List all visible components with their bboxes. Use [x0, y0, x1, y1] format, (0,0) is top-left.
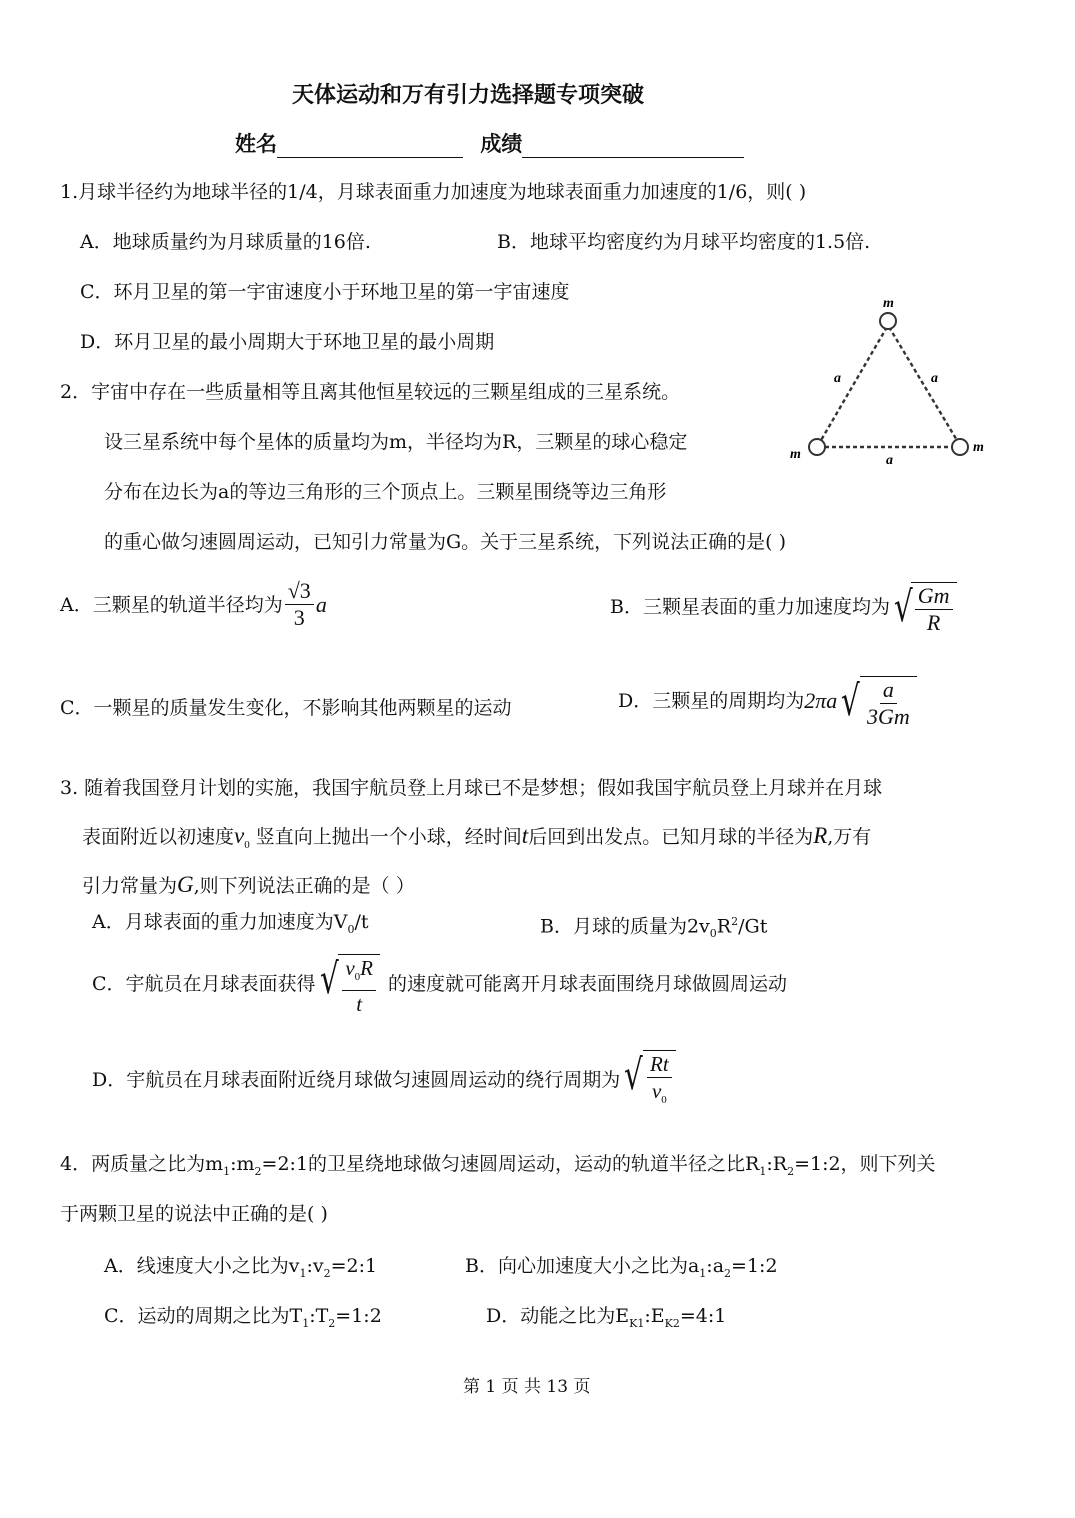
q3-option-c-fraction: [338, 954, 380, 1017]
q2-option-a: [60, 578, 327, 631]
name-blank[interactable]: [277, 137, 463, 158]
q2-option-d-sqrt: [837, 672, 919, 730]
q4-option-b: [465, 1254, 778, 1286]
q3-line3: [82, 873, 415, 898]
q3-option-c: [92, 950, 787, 1017]
star-top: [880, 313, 896, 329]
fraction-numerator: a: [880, 677, 897, 704]
q2-option-a-var: a: [315, 591, 327, 617]
q4-option-a-mid: :v: [306, 1255, 324, 1277]
sqrt-symbol: √: [893, 582, 913, 631]
q2-option-b-text: B．三颗星表面的重力加速度均为: [610, 596, 890, 618]
label-a-right: a: [931, 371, 938, 386]
fraction-numerator: Rt: [647, 1051, 672, 1078]
sqrt-symbol: √: [319, 954, 339, 1003]
q2-option-b-fraction: [911, 582, 957, 636]
q3-option-d-fraction: [643, 1050, 676, 1113]
triangle-edge-left: [820, 327, 887, 442]
q4-line1: [60, 1152, 936, 1184]
q3-option-b-tail: /Gt: [738, 915, 768, 938]
q4-line1-e: =1:2，则下列关: [794, 1153, 936, 1175]
q2-option-a-fraction: [285, 578, 314, 631]
sqrt-symbol: √: [624, 1050, 644, 1099]
q3-option-d: [92, 1046, 678, 1113]
q4-option-b-tail: =1:2: [731, 1255, 778, 1277]
student-info-line: [235, 128, 744, 158]
sub: 2: [323, 1266, 331, 1280]
sub: K1: [629, 1316, 645, 1330]
q3-option-b-mid: R: [716, 915, 732, 938]
q3-line3-a: 引力常量为: [82, 875, 178, 897]
q3-R: R: [813, 823, 828, 848]
sub: 1: [699, 1266, 707, 1280]
q2-option-b-sqrt: [890, 578, 959, 636]
label-m-top: m: [883, 296, 894, 311]
q3-option-c-text: C．宇航员在月球表面获得: [92, 972, 316, 995]
q2-line4: 的重心做匀速圆周运动，已知引力常量为G。关于三星系统，下列说法正确的是( ): [104, 531, 787, 553]
q4-line1-a: 4．两质量之比为m: [60, 1153, 224, 1175]
q4-option-d: [486, 1304, 726, 1336]
q1-stem: 1.月球半径约为地球半径的1/4，月球表面重力加速度为地球表面重力加速度的1/6，则( ): [60, 181, 807, 203]
q4-option-b-mid: :a: [706, 1255, 725, 1277]
q4-option-c-text: C．运动的周期之比为T: [104, 1305, 303, 1327]
q2-option-d-fraction: [860, 676, 917, 730]
q3-option-b-text: B．月球的质量为2v: [540, 915, 710, 938]
q2-option-d-coef: 2πa: [804, 688, 838, 713]
q2-option-d-text: D．三颗星的周期均为: [618, 690, 805, 712]
num-sub: 0: [354, 971, 361, 984]
fraction-denominator: 3Gm: [867, 704, 910, 729]
sub: 2: [254, 1164, 262, 1178]
fraction-denominator: 3: [293, 605, 305, 630]
label-a-bottom: a: [886, 453, 893, 468]
q3-option-d-text: D．宇航员在月球表面附近绕月球做匀速圆周运动的绕行周期为: [92, 1068, 621, 1091]
label-m-left: m: [790, 447, 801, 462]
q3-option-a: [92, 910, 369, 942]
sub: 1: [223, 1164, 231, 1178]
fraction-denominator: t: [356, 992, 363, 1017]
sub: 1: [759, 1164, 767, 1178]
q3-line1: 3. 随着我国登月计划的实施，我国宇航员登上月球已不是梦想；假如我国宇航员登上月球并在月球: [60, 777, 883, 799]
fraction-denominator: R: [926, 610, 941, 635]
q2-option-c: C．一颗星的质量发生变化，不影响其他两颗星的运动: [60, 697, 512, 719]
label-a-left: a: [834, 371, 841, 386]
sqrt-symbol: √: [841, 676, 861, 725]
q3-v0-sub: 0: [244, 838, 250, 851]
q3-option-a-tail: /t: [354, 911, 369, 933]
q1-option-b: B．地球平均密度约为月球平均密度的1.5倍.: [497, 231, 871, 253]
q4-option-c-tail: =1:2: [335, 1305, 382, 1327]
fraction-numerator: √3: [285, 578, 314, 605]
fraction-denominator: [649, 1078, 670, 1113]
sub: 1: [299, 1266, 307, 1280]
q3-line2-c: 后回到出发点。已知月球的半径为: [528, 826, 814, 848]
q3-G: G: [177, 872, 194, 897]
q3-option-a-sub: 0: [347, 922, 355, 936]
q2-line3: 分布在边长为a的等边三角形的三个顶点上。三颗星围绕等边三角形: [104, 481, 667, 503]
q4-option-a-text: A．线速度大小之比为v: [104, 1255, 300, 1277]
q2-line2: 设三星系统中每个星体的质量均为m，半径均为R，三颗星的球心稳定: [104, 431, 688, 453]
label-m-right: m: [973, 440, 984, 455]
q3-t: t: [521, 823, 529, 848]
star-left: [809, 439, 825, 455]
den-v: v: [651, 1079, 662, 1103]
triangle-edge-right: [889, 327, 958, 442]
q4-option-d-text: D．动能之比为E: [486, 1305, 630, 1327]
q4-option-d-tail: =4:1: [679, 1305, 727, 1327]
score-blank[interactable]: [522, 137, 744, 158]
fraction-numerator: [342, 955, 376, 991]
q3-line2-a: 表面附近以初速度: [82, 826, 235, 848]
q4-option-d-mid: :E: [644, 1305, 665, 1327]
q4-option-b-text: B．向心加速度大小之比为a: [465, 1255, 700, 1277]
q4-line2: 于两颗卫星的说法中正确的是( ): [60, 1203, 328, 1225]
q3-option-b: [540, 910, 767, 946]
sub: 2: [787, 1164, 795, 1178]
q3-line2: [82, 824, 871, 857]
q3-option-c-sqrt: [316, 950, 382, 1017]
q3-line3-b: ,则下列说法正确的是（ ）: [193, 875, 415, 897]
fraction-numerator: Gm: [915, 583, 953, 610]
q1-option-d: D．环月卫星的最小周期大于环地卫星的最小周期: [80, 331, 495, 353]
sub: 1: [302, 1316, 310, 1330]
name-label: 姓名: [235, 131, 277, 156]
three-star-figure: [788, 290, 998, 470]
q4-line1-d: :R: [766, 1153, 788, 1175]
q3-option-b-sup: 2: [731, 915, 739, 928]
q3-line2-d: ,万有: [827, 826, 872, 848]
page-title: 天体运动和万有引力选择题专项突破: [292, 82, 645, 108]
q3-option-d-sqrt: [620, 1046, 677, 1113]
sub: 2: [328, 1316, 336, 1330]
q2-line1: 2．宇宙中存在一些质量相等且离其他恒星较远的三颗星组成的三星系统。: [60, 381, 681, 403]
q4-option-c-mid: :T: [309, 1305, 329, 1327]
q3-line2-b: 竖直向上抛出一个小球，经时间: [255, 826, 522, 848]
q4-option-a: [104, 1254, 377, 1286]
sub: 2: [724, 1266, 732, 1280]
q2-option-a-text: A．三颗星的轨道半径均为: [60, 593, 283, 616]
q4-line1-c: =2:1的卫星绕地球做匀速圆周运动，运动的轨道半径之比R: [261, 1153, 760, 1175]
q3-v0: v: [234, 823, 245, 848]
q3-option-a-text: A．月球表面的重力加速度为V: [92, 911, 348, 933]
page-footer: 第 1 页 共 13 页: [463, 1377, 591, 1397]
star-right: [952, 439, 968, 455]
num-v: v: [345, 956, 355, 980]
den-sub: 0: [661, 1094, 667, 1107]
q1-option-a: A．地球质量约为月球质量的16倍.: [80, 231, 371, 253]
score-label: 成绩: [480, 131, 523, 156]
q3-option-b-sub: 0: [709, 927, 717, 941]
q4-option-c: [104, 1304, 382, 1336]
q4-option-a-tail: =2:1: [330, 1255, 378, 1277]
sub: K2: [664, 1316, 680, 1330]
q2-option-b: [610, 578, 959, 636]
num-R: R: [360, 956, 373, 980]
q3-option-c-tail: 的速度就可能离开月球表面围绕月球做圆周运动: [387, 972, 787, 995]
q4-line1-b: :m: [230, 1153, 255, 1175]
q1-option-c: C．环月卫星的第一宇宙速度小于环地卫星的第一宇宙速度: [80, 281, 570, 303]
q2-option-d: [618, 672, 919, 730]
